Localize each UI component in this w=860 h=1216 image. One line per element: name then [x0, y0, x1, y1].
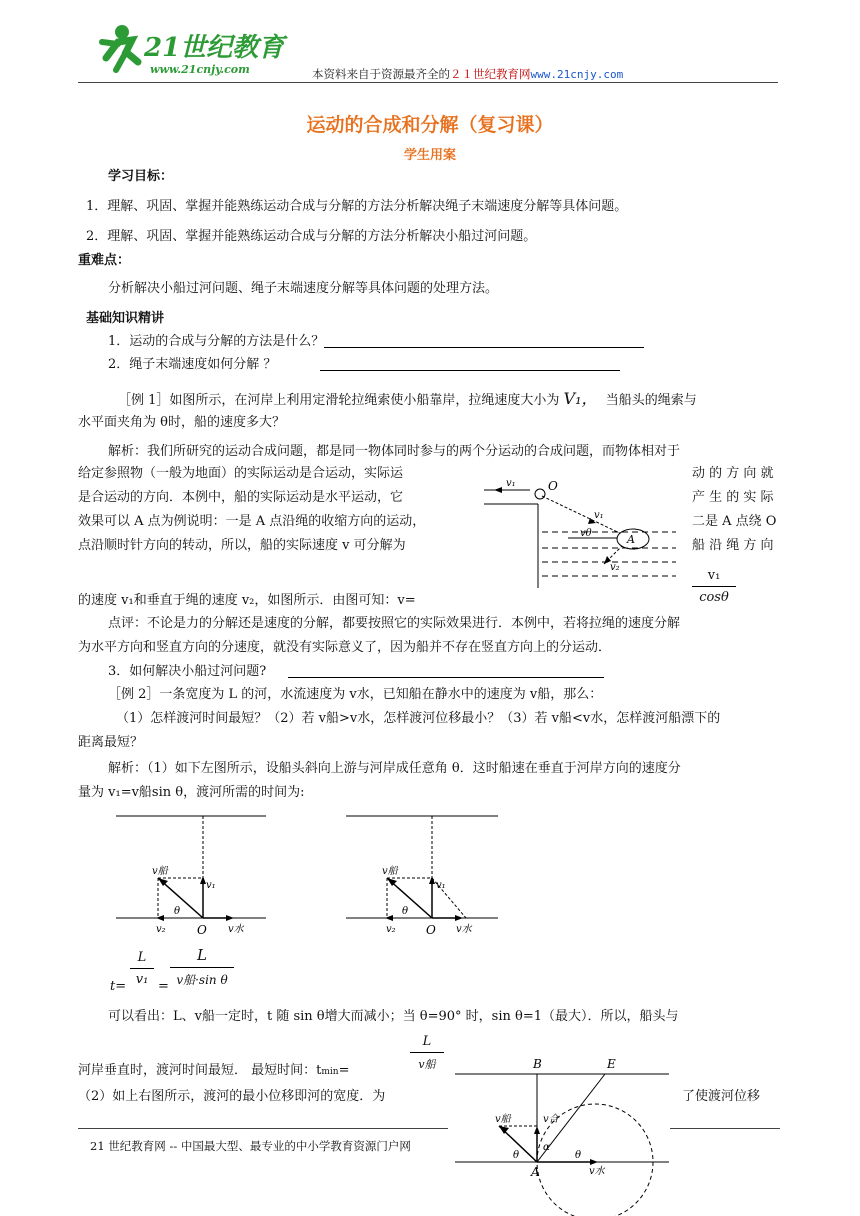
- question-2: 2．绳子末端速度如何分解 ？: [108, 358, 620, 371]
- example2-line3: 距离最短？: [78, 735, 144, 750]
- svg-text:v₂: v₂: [386, 924, 396, 935]
- answer-blank-1[interactable]: [324, 335, 644, 348]
- footer-rule-left: [78, 1128, 448, 1129]
- note-line2: 为水平方向和竖直方向的分速度，就没有实际意义了，因为船并不存在竖直方向上的分运动．: [78, 640, 612, 655]
- svg-text:E: E: [607, 1057, 616, 1071]
- solution1-line3b: 产 生 的 实 际: [692, 490, 774, 505]
- page-subtitle: 学生用案: [403, 148, 456, 163]
- svg-text:v₁: v₁: [506, 478, 516, 489]
- pulley-boat-figure: [480, 470, 680, 590]
- svg-text:v₂: v₂: [156, 924, 166, 935]
- river-crossing-figure-right: [346, 808, 506, 938]
- svg-text:θ: θ: [575, 1150, 582, 1161]
- fraction-numerator: L: [197, 946, 207, 964]
- fraction-denominator: v₁: [135, 972, 149, 987]
- svg-text:θ: θ: [402, 906, 409, 917]
- svg-text:B: B: [533, 1057, 542, 1071]
- fraction-v1-over-cos: [692, 568, 736, 605]
- example2-line2: （1）怎样渡河时间最短？（2）若 v船>v水，怎样渡河位移最小？（3）若 v船<v水，怎样渡河船漂下的: [116, 711, 721, 726]
- solution1-line6: 的速度 v₁和垂直于绳的速度 v₂，如图所示．由图可知：v=: [78, 593, 416, 608]
- solution1-line2a: 给定参照物（一般为地面）的实际运动是合运动，实际运: [78, 466, 404, 481]
- runner-icon: [102, 25, 138, 70]
- example1-line1: ［例 1］如图所示，在河岸上利用定滑轮拉绳索使小船靠岸，拉绳速度大小为 V₁， 当船头的绳索与: [118, 389, 697, 408]
- solution2-line5a: （2）如上右图所示，渡河的最小位移即河的宽度．为: [78, 1089, 386, 1104]
- solution2-line4: 河岸垂直时，渡河时间最短． 最短时间：tmin=: [78, 1063, 350, 1078]
- footer-rule-right: [670, 1128, 780, 1129]
- logo-text: 21世纪教育: [144, 33, 285, 63]
- fraction-denominator: cosθ: [699, 590, 729, 605]
- answer-blank-2[interactable]: [320, 358, 620, 371]
- fraction-numerator: L: [137, 950, 147, 965]
- equals-sign: =: [158, 979, 169, 994]
- page-title: 运动的合成和分解（复习课）: [306, 114, 554, 136]
- example1-line2: 水平面夹角为 θ时，船的速度多大？: [78, 415, 285, 430]
- header-note: 本资料来自于资源最齐全的２１世纪教育网www.21cnjy.com: [312, 67, 624, 81]
- fraction-L-over-vchuan: [410, 1034, 444, 1072]
- goals-heading: 学习目标：: [108, 169, 174, 184]
- svg-text:v₁: v₁: [594, 510, 604, 521]
- fraction-L-over-vsin: [170, 946, 234, 988]
- question-1: 1．运动的合成与分解的方法是什么？: [108, 335, 644, 348]
- solution1-line1: 解析：我们所研究的运动合成问题，都是同一物体同时参与的两个分运动的合成问题，而物体相对于: [108, 444, 681, 459]
- svg-text:θ: θ: [174, 906, 181, 917]
- river-crossing-figure-left: [116, 808, 276, 938]
- svg-text:v水: v水: [456, 924, 472, 935]
- svg-text:v合: v合: [543, 1114, 559, 1125]
- solution1-line5a: 点沿顺时针方向的转动，所以，船的实际速度 v 可分解为: [78, 538, 406, 553]
- svg-text:v水: v水: [589, 1166, 605, 1177]
- fraction-numerator: v₁: [707, 568, 721, 583]
- site-logo: [92, 18, 292, 84]
- solution2-line1: 解析：（1）如下左图所示，设船头斜向上游与河岸成任意角 θ．这时船速在垂直于河岸方向的速度分: [108, 761, 681, 776]
- fraction-numerator: L: [422, 1034, 432, 1049]
- solution1-line5b: 船 沿 绳 方 向: [692, 538, 774, 553]
- svg-text:v₁: v₁: [436, 880, 446, 891]
- fraction-denominator: v船·sin θ: [176, 973, 228, 987]
- key-heading: 重难点：: [78, 253, 131, 268]
- svg-text:v船: v船: [152, 866, 168, 877]
- fraction-L-over-v1: [130, 950, 154, 987]
- solution1-line4a: 效果可以 A 点为例说明：一是 A 点沿绳的收缩方向的运动，: [78, 514, 426, 529]
- solution1-line4b: 二是 A 点绕 O: [692, 514, 777, 529]
- svg-text:v₂: v₂: [610, 562, 620, 573]
- note-line1: 点评：不论是力的分解还是速度的分解，都要按照它的实际效果进行．本例中，若将拉绳的速度分解: [108, 616, 681, 631]
- solution2-line2: 量为 v₁=v船sin θ，渡河所需的时间为:: [78, 785, 305, 800]
- svg-text:v水: v水: [228, 924, 244, 935]
- svg-text:A: A: [531, 1165, 540, 1179]
- header-rule: [78, 82, 778, 83]
- key-text: 分析解决小船过河问题、绳子末端速度分解等具体问题的处理方法。: [108, 281, 499, 296]
- svg-text:O: O: [197, 923, 207, 937]
- answer-blank-3[interactable]: [288, 665, 604, 678]
- site-url-link[interactable]: www.21cnjy.com: [530, 68, 624, 81]
- svg-text:α: α: [543, 1142, 550, 1153]
- min-displacement-figure: [455, 1054, 675, 1216]
- solution2-line5b: 了使渡河位移: [682, 1089, 761, 1104]
- footer-text: 21 世纪教育网 -- 中国最大型、最专业的中小学教育资源门户网: [90, 1139, 411, 1153]
- svg-text:A: A: [627, 533, 635, 546]
- goal-1: 1．理解、巩固、掌握并能熟练运动合成与分解的方法分析解决绳子末端速度分解等具体问题。: [86, 199, 628, 214]
- example2-line1: ［例 2］一条宽度为 L 的河，水流速度为 v水，已知船在静水中的速度为 v船，那么：: [108, 687, 603, 702]
- solution1-line2b: 动 的 方 向 就: [692, 466, 774, 481]
- logo-url: www.21cnjy.com: [150, 63, 250, 76]
- svg-text:v₁: v₁: [206, 880, 216, 891]
- fraction-denominator: v船: [418, 1058, 436, 1071]
- svg-text:θ: θ: [513, 1150, 520, 1161]
- svg-text:O: O: [548, 479, 558, 493]
- site-link[interactable]: ２１世纪教育网: [450, 67, 531, 81]
- example1-v1: V₁，: [563, 389, 598, 408]
- svg-text:v船: v船: [382, 866, 398, 877]
- goal-2: 2．理解、巩固、掌握并能熟练运动合成与分解的方法分析解决小船过河问题。: [86, 229, 537, 244]
- question-3: 3．如何解决小船过河问题?: [108, 665, 604, 678]
- basics-heading: 基础知识精讲: [86, 311, 165, 326]
- time-t: t=: [110, 979, 127, 994]
- solution1-line3a: 是合运动的方向．本例中，船的实际运动是水平运动，它: [78, 490, 404, 505]
- svg-text:v船: v船: [495, 1114, 511, 1125]
- svg-text:O: O: [426, 923, 436, 937]
- solution2-line3: 可以看出：L、v船一定时，t 随 sin θ增大而减小；当 θ=90° 时，sin θ=1（最大）．所以，船头与: [108, 1009, 679, 1024]
- svg-text:vθ: vθ: [580, 528, 592, 539]
